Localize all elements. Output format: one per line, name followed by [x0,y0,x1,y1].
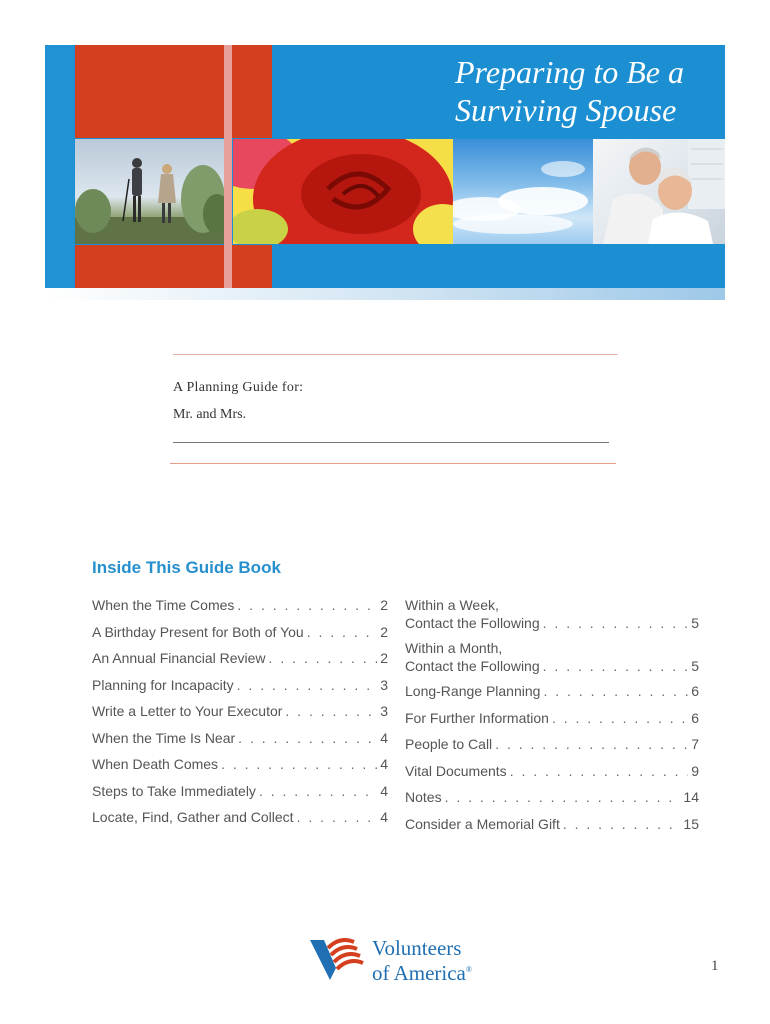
toc-entry-label: Planning for Incapacity [92,676,234,693]
toc-entry-page: 15 [683,815,699,832]
toc-entry-page: 3 [380,676,388,693]
divider-rule-bottom [170,463,616,464]
banner-bottom-fade [45,288,725,300]
toc-leader-dots [269,649,378,667]
toc-entry-page: 6 [691,683,699,699]
blue-sky-photo [453,139,593,244]
toc-entry[interactable] [92,729,388,756]
names-label: Mr. and Mrs. [173,407,247,422]
toc-entry-label: For Further Information [405,709,549,726]
toc-entry[interactable] [405,682,699,709]
toc-leader-dots [445,788,681,806]
toc-entry[interactable] [92,782,388,809]
toc-entry-label: When the Time Comes [92,597,235,613]
toc-entry-page: 4 [380,756,388,772]
toc-leader-dots [221,755,377,773]
logo-line-1: Volunteers [372,936,462,960]
toc-leader-dots [543,682,688,700]
toc-entry-label: Contact the Following [405,615,540,631]
toc-right-column [405,596,699,841]
logo-wordmark [372,938,472,984]
toc-leader-dots [237,596,377,614]
toc-entry[interactable] [92,623,388,650]
logo-line-2: of America [372,961,466,985]
toc-entry[interactable] [405,709,699,736]
toc-entry-label: A Birthday Present for Both of You [92,623,304,640]
toc-leader-dots [543,614,689,632]
couple-walking-photo [75,139,224,244]
toc-entry-label: Contact the Following [405,658,540,674]
names-fill-line[interactable] [173,442,609,443]
toc-entry-page: 3 [380,703,388,719]
toc-leader-dots [510,762,689,780]
toc-leader-dots [285,702,377,720]
toc-entry[interactable] [405,815,699,842]
cover-title [455,53,725,129]
registered-mark: ® [465,965,472,974]
title-line-1: Preparing to Be a [455,54,684,90]
pink-divider-band [224,45,232,298]
toc-entry-label: Locate, Find, Gather and Collect [92,809,294,825]
toc-leader-dots [238,729,377,747]
volunteers-of-america-logo [310,936,490,985]
toc-leader-dots [552,709,688,727]
cover-banner [45,45,725,298]
toc-entry-label: People to Call [405,736,493,752]
toc-leader-dots [297,808,378,826]
toc-entry[interactable] [92,649,388,676]
toc-entry[interactable] [405,735,699,762]
toc-entry-prefix: Within a Week, [405,597,499,613]
toc-entry[interactable] [92,596,388,623]
toc-entry-page: 5 [691,615,699,631]
logo-line-2-wrap [372,959,472,984]
toc-entry[interactable] [405,596,699,639]
toc-entry-label: When Death Comes [92,756,219,772]
toc-entry[interactable] [405,788,699,815]
toc-entry-label: Write a Letter to Your Executor [92,703,283,719]
toc-entry-page: 14 [683,789,699,805]
red-block-bottom [75,245,272,290]
flag-chevron-icon [310,938,368,982]
toc-entry[interactable] [405,639,699,682]
toc-entry[interactable] [92,702,388,729]
toc-entry-label: When the Time Is Near [92,729,236,746]
senior-couple-photo [593,139,725,244]
toc-entry[interactable] [405,762,699,789]
toc-entry-label: An Annual Financial Review [92,650,266,666]
toc-entry[interactable] [92,808,388,835]
title-line-2: Surviving Spouse [455,92,677,128]
toc-entry[interactable] [92,676,388,703]
toc-leader-dots [259,782,377,800]
red-block-top [75,45,272,138]
planning-guide-label: A Planning Guide for: [173,380,304,395]
toc-entry-label: Vital Documents [405,762,507,779]
toc-entry-page: 4 [380,782,388,799]
toc-left-column [92,596,388,835]
toc-entry-page: 7 [691,736,699,752]
toc-entry[interactable] [92,755,388,782]
toc-entry-label: Notes [405,789,442,805]
toc-leader-dots [237,676,378,694]
toc-entry-page: 5 [691,658,699,674]
toc-entry-page: 2 [380,650,388,666]
toc-entry-label: Steps to Take Immediately [92,782,256,799]
toc-heading: Inside This Guide Book [92,558,281,577]
toc-entry-label: Consider a Memorial Gift [405,815,560,832]
banner-left-stripe [45,45,74,298]
toc-entry-page: 4 [380,809,388,825]
toc-entry-page: 2 [380,597,388,613]
toc-leader-dots [543,657,689,675]
toc-leader-dots [495,735,688,753]
toc-leader-dots [563,815,681,833]
red-rose-photo [233,139,453,244]
divider-rule-top [173,354,618,355]
page-number: 1 [711,958,719,974]
toc-entry-page: 2 [380,623,388,640]
toc-entry-page: 6 [691,709,699,726]
toc-entry-prefix: Within a Month, [405,640,503,656]
toc-leader-dots [307,623,378,641]
toc-entry-page: 4 [380,729,388,746]
toc-entry-label: Long-Range Planning [405,683,541,699]
toc-entry-page: 9 [691,762,699,779]
